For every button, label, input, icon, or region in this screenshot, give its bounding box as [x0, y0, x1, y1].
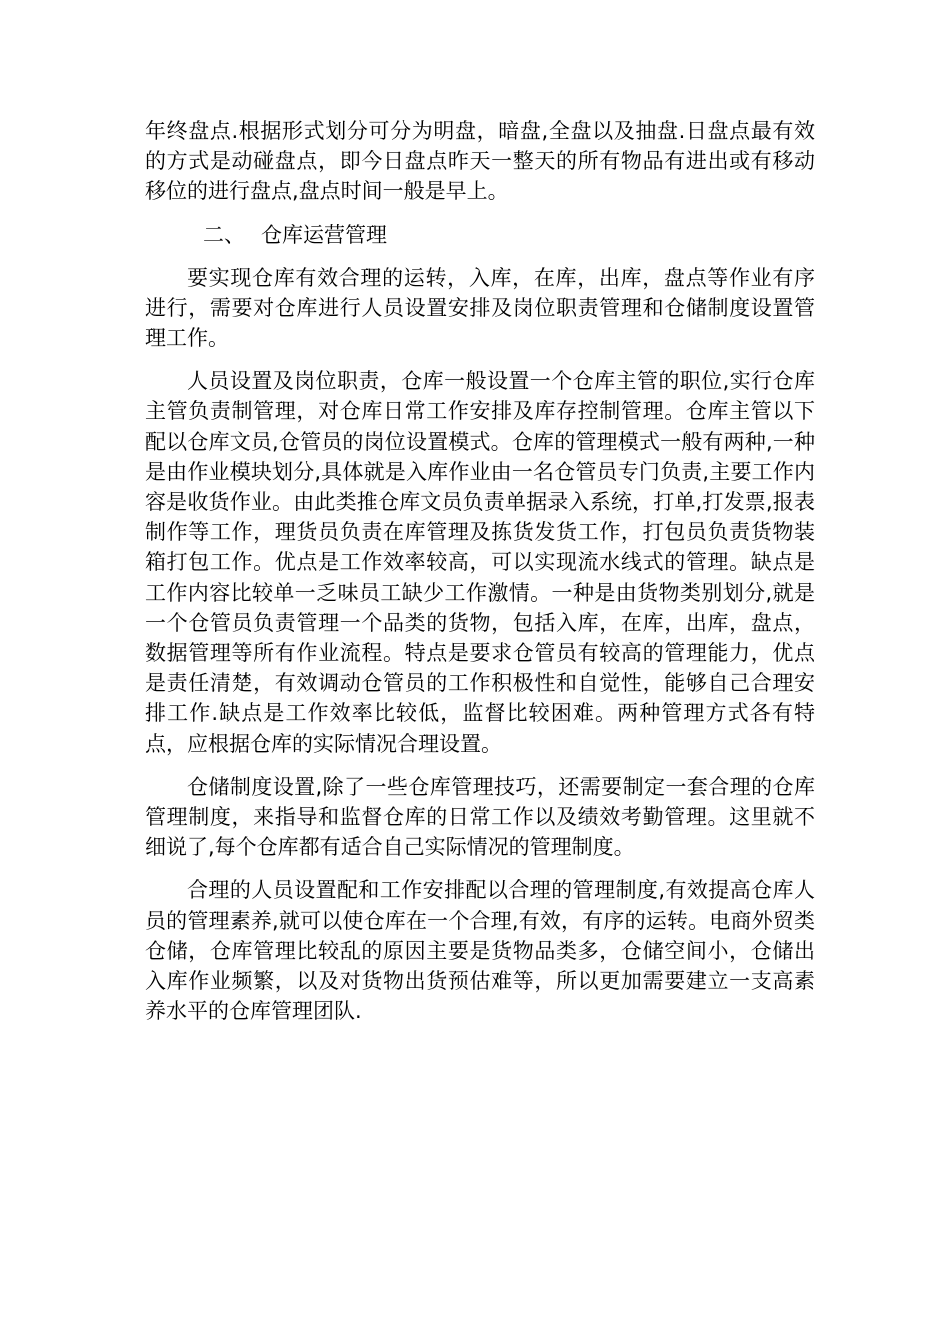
paragraph-staffing-and-duties: 人员设置及岗位职责，仓库一般设置一个仓库主管的职位,实行仓库主管负责制管理，对仓库日常工作安排及库存控制管理。仓库主管以下配以仓库文员,仓管员的岗位设置模式。仓库的管理模式一般有两种,一种是由作业模块划分,具体就是入库作业由一名仓管员专门负责,主要工作内容是收货作业。由此类推仓库文员负责单据录入系统，打单,打发票,报表制作等工作，理货员负责在库管理及拣货发货工作，打包员负责货物装箱打包工作。优点是工作效率较高，可以实现流水线式的管理。缺点是工作内容比较单一乏味员工缺少工作激情。一种是由货物类别划分,就是一个仓管员负责管理一个品类的货物，包括入库，在库，出库，盘点，数据管理等所有作业流程。特点是要求仓管员有较高的管理能力，优点是责任清楚，有效调动仓管员的工作积极性和自觉性，能够自己合理安排工作.缺点是工作效率比较低，监督比较困难。两种管理方式各有特点，应根据仓库的实际情况合理设置。: [145, 369, 815, 756]
section-heading: [145, 220, 815, 250]
paragraph-conclusion: 合理的人员设置配和工作安排配以合理的管理制度,有效提高仓库人员的管理素养,就可以使仓库在一个合理,有效，有序的运转。电商外贸类仓储，仓库管理比较乱的原因主要是货物品类多，仓储空间小，仓储出入库作业频繁，以及对货物出货预估难等，所以更加需要建立一支高素养水平的仓库管理团队.: [145, 878, 815, 1024]
paragraph-storage-policy: 仓储制度设置,除了一些仓库管理技巧，还需要制定一套合理的仓库管理制度，来指导和监督仓库的日常工作以及绩效考勤管理。这里就不细说了,每个仓库都有适合自己实际情况的管理制度。: [145, 774, 815, 860]
section-number: 二、: [203, 222, 245, 247]
document-body: [145, 116, 815, 1039]
paragraph-operations-overview: 要实现仓库有效合理的运转，入库，在库，出库，盘点等作业有序进行，需要对仓库进行人员设置安排及岗位职责管理和仓储制度设置管理工作。: [145, 265, 815, 351]
paragraph-inventory-intro: 年终盘点.根据形式划分可分为明盘，暗盘,全盘以及抽盘.日盘点最有效的方式是动碰盘点，即今日盘点昨天一整天的所有物品有进出或有移动移位的进行盘点,盘点时间一般是早上。: [145, 119, 815, 204]
section-title: 仓库运营管理: [261, 222, 387, 247]
